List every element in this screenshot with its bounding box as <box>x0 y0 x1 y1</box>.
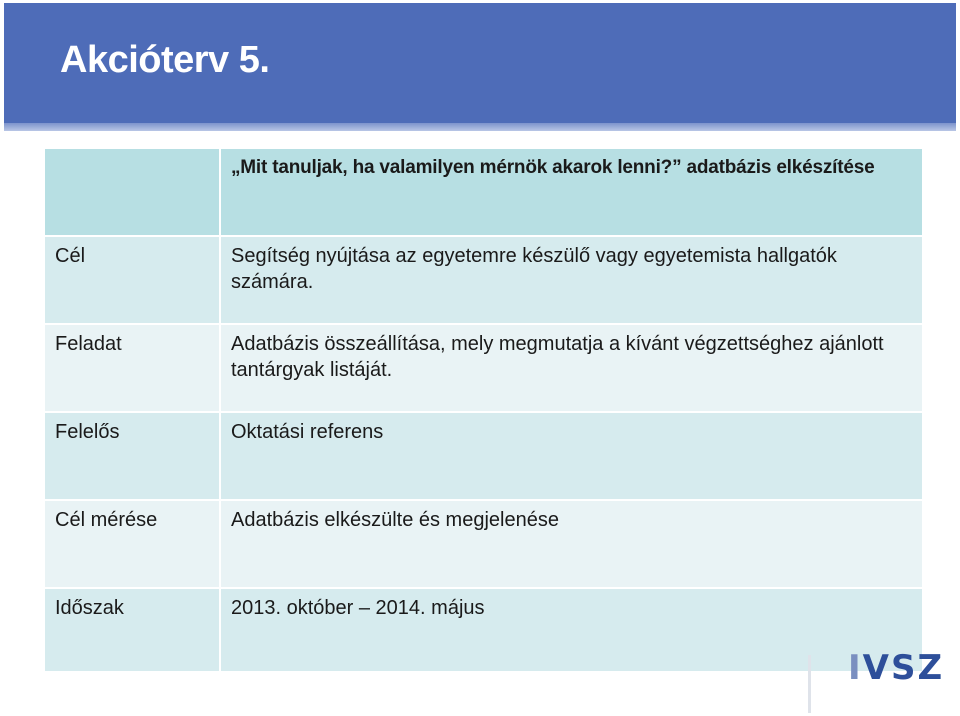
logo-rest: VSZ <box>862 648 945 688</box>
logo-first-letter: I <box>848 648 863 688</box>
table-header-row <box>45 149 922 236</box>
row-label: Cél <box>45 236 220 324</box>
row-label: Cél mérése <box>45 500 220 588</box>
ivsz-logo <box>848 648 944 688</box>
table-row <box>45 588 922 672</box>
row-label: Feladat <box>45 324 220 412</box>
logo-divider <box>808 655 811 713</box>
header-cell-empty <box>45 149 220 236</box>
table-row <box>45 412 922 500</box>
table-row <box>45 500 922 588</box>
row-value: Segítség nyújtása az egyetemre készülő vagy egyetemista hallgatók számára. <box>220 236 922 324</box>
slide-title: Akcióterv 5. <box>60 39 270 81</box>
title-banner-fade <box>4 123 956 131</box>
table-row <box>45 236 922 324</box>
row-label: Felelős <box>45 412 220 500</box>
row-label: Időszak <box>45 588 220 672</box>
row-value: Adatbázis elkészülte és megjelenése <box>220 500 922 588</box>
table-row <box>45 324 922 412</box>
action-plan-table <box>45 149 922 673</box>
header-cell-title: „Mit tanuljak, ha valamilyen mérnök akarok lenni?” adatbázis elkészítése <box>220 149 922 236</box>
row-value: 2013. október – 2014. május <box>220 588 922 672</box>
row-value: Adatbázis összeállítása, mely megmutatja a kívánt végzettséghez ajánlott tantárgyak listáját. <box>220 324 922 412</box>
row-value: Oktatási referens <box>220 412 922 500</box>
